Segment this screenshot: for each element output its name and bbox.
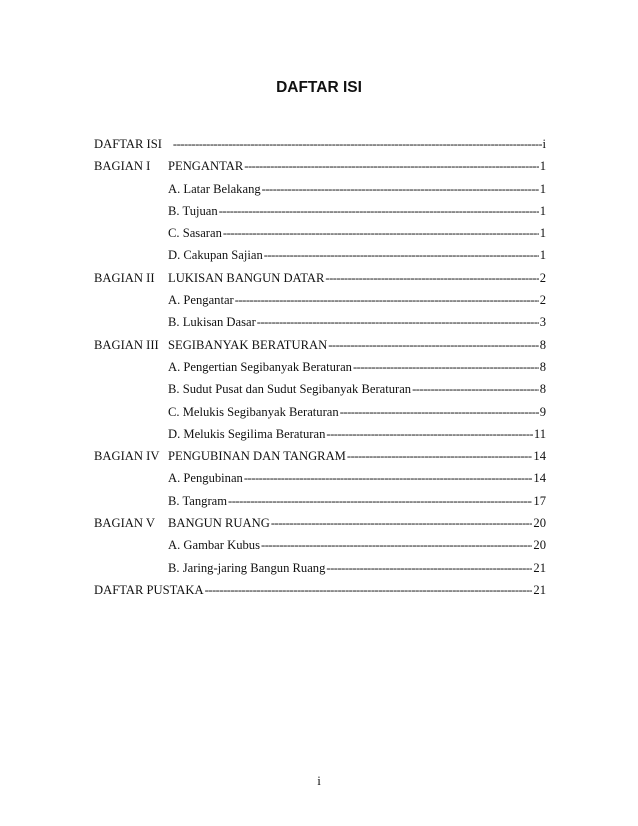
dot-leader bbox=[257, 315, 539, 330]
toc-entry-page: 8 bbox=[539, 337, 546, 352]
toc-entry bbox=[94, 427, 546, 449]
toc-entry-page: 1 bbox=[539, 159, 546, 174]
toc-entry-section: BAGIAN III bbox=[94, 337, 159, 352]
toc-entry-page: 20 bbox=[533, 538, 546, 553]
dot-leader bbox=[235, 293, 539, 308]
toc-entry-page: 14 bbox=[533, 471, 546, 486]
toc-entry-section: BAGIAN I bbox=[94, 159, 151, 174]
dot-leader bbox=[325, 271, 538, 286]
toc-entry bbox=[94, 226, 546, 248]
dot-leader bbox=[271, 516, 533, 531]
dot-leader bbox=[223, 226, 539, 241]
toc-entry bbox=[94, 293, 546, 315]
table-of-contents bbox=[94, 137, 546, 605]
page-number: i bbox=[317, 773, 321, 788]
toc-entry bbox=[94, 159, 546, 181]
toc-entry-title: B. Tangram bbox=[168, 493, 228, 508]
dot-leader bbox=[205, 583, 533, 598]
toc-entry-title: A. Pengubinan bbox=[168, 471, 243, 486]
toc-entry-title: A. Latar Belakang bbox=[168, 181, 261, 196]
dot-leader bbox=[244, 159, 538, 174]
toc-entry-page: 3 bbox=[539, 315, 546, 330]
toc-entry-page: 2 bbox=[539, 270, 546, 285]
dot-leader bbox=[262, 182, 539, 197]
toc-entry-title: PENGUBINAN DAN TANGRAM bbox=[168, 449, 346, 464]
toc-entry-title: A. Pengertian Segibanyak Beraturan bbox=[168, 359, 352, 374]
toc-entry bbox=[94, 405, 546, 427]
toc-entry-label: DAFTAR PUSTAKA bbox=[94, 582, 204, 597]
toc-entry bbox=[94, 583, 546, 605]
toc-entry-title: D. Melukis Segilima Beraturan bbox=[168, 426, 326, 441]
toc-entry-title: B. Lukisan Dasar bbox=[168, 315, 256, 330]
toc-entry-page: 8 bbox=[539, 382, 546, 397]
toc-entry-section: BAGIAN V bbox=[94, 516, 155, 531]
toc-entry-title: C. Melukis Segibanyak Beraturan bbox=[168, 404, 339, 419]
toc-entry-page: i bbox=[542, 137, 546, 151]
toc-entry-page: 20 bbox=[533, 516, 546, 531]
toc-entry bbox=[94, 471, 546, 493]
dot-leader bbox=[340, 405, 539, 420]
toc-entry-page: 17 bbox=[533, 493, 546, 508]
toc-entry bbox=[94, 494, 546, 516]
toc-entry-title: PENGANTAR bbox=[168, 159, 244, 174]
toc-entry-section: BAGIAN II bbox=[94, 270, 155, 285]
toc-entry-page: 11 bbox=[533, 426, 546, 441]
toc-entry-page: 1 bbox=[539, 226, 546, 241]
toc-entry-title: B. Jaring-jaring Bangun Ruang bbox=[168, 560, 326, 575]
toc-entry-page: 9 bbox=[539, 404, 546, 419]
toc-entry-page: 1 bbox=[539, 181, 546, 196]
dot-leader bbox=[326, 427, 532, 442]
toc-entry-title: LUKISAN BANGUN DATAR bbox=[168, 270, 325, 285]
dot-leader bbox=[173, 137, 542, 152]
dot-leader bbox=[347, 449, 533, 464]
toc-entry-title: D. Cakupan Sajian bbox=[168, 248, 263, 263]
toc-entry bbox=[94, 248, 546, 270]
toc-entry-page: 8 bbox=[539, 359, 546, 374]
page-title: DAFTAR ISI bbox=[276, 79, 362, 96]
toc-entry-section: BAGIAN IV bbox=[94, 449, 160, 464]
toc-entry-page: 1 bbox=[539, 203, 546, 218]
toc-entry-page: 1 bbox=[539, 248, 546, 263]
dot-leader bbox=[244, 471, 533, 486]
dot-leader bbox=[261, 538, 532, 553]
toc-entry bbox=[94, 382, 546, 404]
toc-entry bbox=[94, 315, 546, 337]
toc-entry-page: 2 bbox=[539, 293, 546, 308]
toc-entry bbox=[94, 271, 546, 293]
toc-entry bbox=[94, 137, 546, 159]
toc-entry-page: 21 bbox=[533, 560, 546, 575]
dot-leader bbox=[326, 561, 532, 576]
toc-entry-title: A. Pengantar bbox=[168, 293, 234, 308]
dot-leader bbox=[412, 382, 539, 397]
dot-leader bbox=[264, 248, 539, 263]
dot-leader bbox=[353, 360, 539, 375]
toc-entry bbox=[94, 561, 546, 583]
dot-leader bbox=[219, 204, 539, 219]
toc-entry bbox=[94, 338, 546, 360]
toc-entry bbox=[94, 360, 546, 382]
toc-entry-title: B. Tujuan bbox=[168, 203, 218, 218]
toc-entry-title: BANGUN RUANG bbox=[168, 516, 270, 531]
toc-entry-title: B. Sudut Pusat dan Sudut Segibanyak Beraturan bbox=[168, 382, 412, 397]
toc-entry-page: 21 bbox=[533, 582, 546, 597]
toc-entry-title: A. Gambar Kubus bbox=[168, 538, 260, 553]
toc-entry bbox=[94, 204, 546, 226]
toc-entry bbox=[94, 182, 546, 204]
toc-entry bbox=[94, 449, 546, 471]
toc-entry bbox=[94, 516, 546, 538]
toc-entry-label: DAFTAR ISI bbox=[94, 137, 162, 151]
toc-entry-page: 14 bbox=[533, 449, 546, 464]
toc-entry-title: SEGIBANYAK BERATURAN bbox=[168, 337, 328, 352]
dot-leader bbox=[328, 338, 539, 353]
toc-entry bbox=[94, 538, 546, 560]
dot-leader bbox=[228, 494, 532, 509]
toc-entry-title: C. Sasaran bbox=[168, 226, 222, 241]
